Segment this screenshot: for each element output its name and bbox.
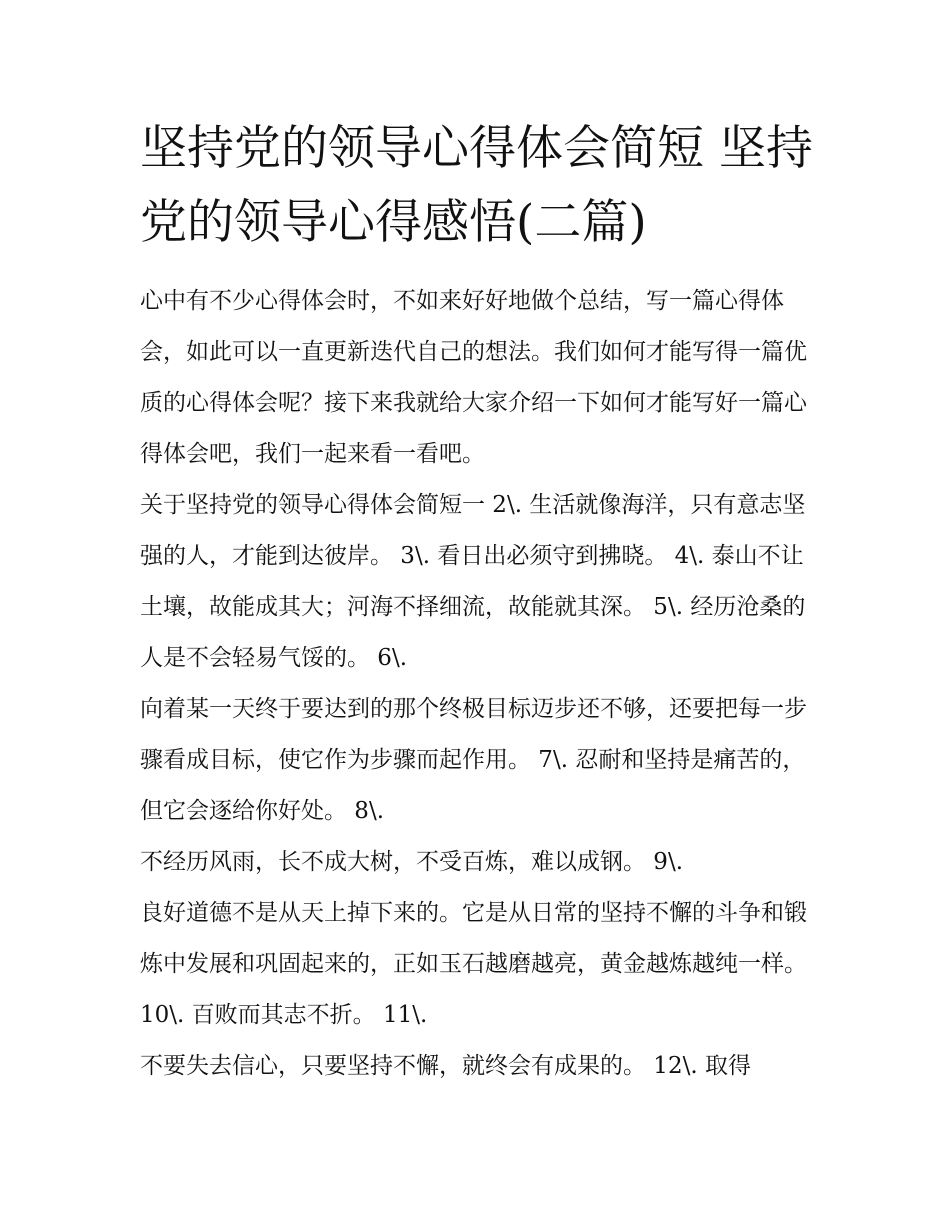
document-title: 坚持党的领导心得体会简短 坚持党的领导心得感悟(二篇) — [140, 121, 813, 250]
paragraph-quotes-4: 良好道德不是从天上掉下来的。它是从日常的坚持不懈的斗争和锻炼中发展和巩固起来的，正如玉石越磨越亮，黄金越炼越纯一样。 10\. 百败而其志不折。 11\. — [140, 900, 807, 1028]
paragraph-quotes-3: 不经历风雨，长不成大树，不受百炼，难以成钢。 9\. — [140, 849, 684, 875]
document-body — [140, 276, 816, 1092]
document-page — [140, 112, 816, 1092]
paragraph-quotes-2: 向着某一天终于要达到的那个终极目标迈步还不够，还要把每一步骤看成目标，使它作为步骤而起作用。 7\. 忍耐和坚持是痛苦的，但它会逐给你好处。 8\. — [140, 696, 807, 824]
paragraph-quotes-5: 不要失去信心，只要坚持不懈，就终会有成果的。 12\. 取得 — [140, 1053, 751, 1079]
paragraph-quotes-1: 关于坚持党的领导心得体会简短一 2\. 生活就像海洋，只有意志坚强的人，才能到达彼岸。 3\. 看日出必须守到拂晓。 4\. 泰山不让土壤，故能成其大；河海不择细流，故能就其深。 5\. 经历沧桑的人是不会轻易气馁的。 6\. — [140, 492, 806, 671]
paragraph-intro: 心中有不少心得体会时，不如来好好地做个总结，写一篇心得体会，如此可以一直更新迭代自己的想法。我们如何才能写得一篇优质的心得体会呢？接下来我就给大家介绍一下如何才能写好一篇心得体会吧，我们一起来看一看吧。 — [140, 288, 807, 467]
